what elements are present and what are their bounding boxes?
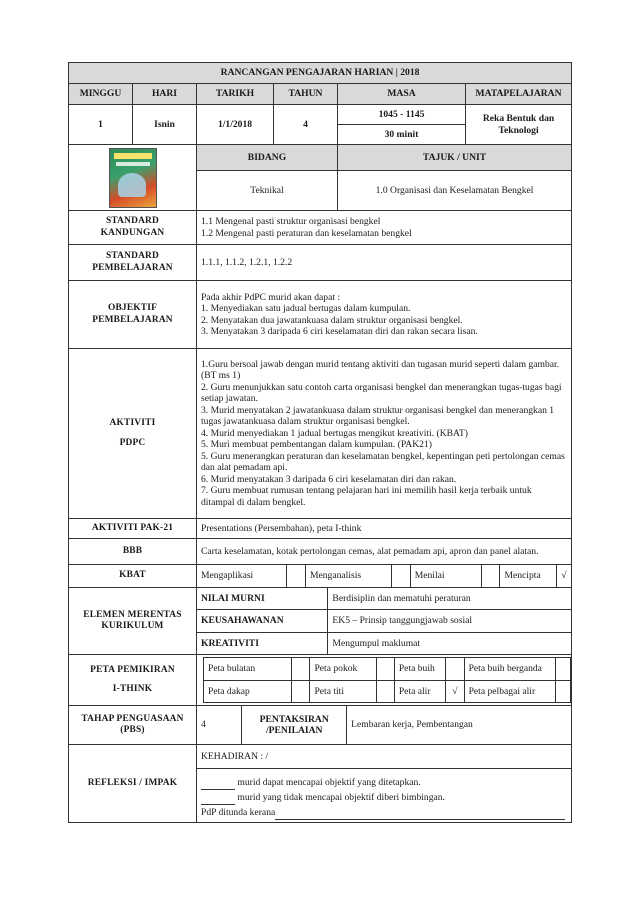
kbat-checkbox bbox=[392, 565, 411, 587]
refleksi-line-1-text: murid dapat mencapai objektif yang ditetapkan. bbox=[237, 776, 421, 788]
peta-option: Peta buih berganda bbox=[464, 658, 556, 681]
header-masa: MASA bbox=[338, 84, 466, 105]
pak21-label: AKTIVITI PAK-21 bbox=[69, 519, 197, 539]
peta-option: Peta titi bbox=[310, 680, 376, 703]
pak21-value: Presentations (Persembahan), peta I-think bbox=[197, 519, 572, 539]
aktiviti-label-line2: PDPC bbox=[119, 437, 146, 448]
peta-options bbox=[197, 655, 572, 706]
bidang-value: Teknikal bbox=[197, 171, 338, 211]
refleksi-line-2 bbox=[201, 790, 567, 805]
aktiviti-line: 6. Murid menyatakan 3 daripada 6 ciri keselamatan diri dan rakan. bbox=[201, 473, 457, 485]
elemen-key: KEUSAHAWANAN bbox=[197, 610, 328, 633]
tajuk-value: 1.0 Organisasi dan Keselamatan Bengkel bbox=[338, 171, 572, 211]
header-hari: HARI bbox=[133, 84, 197, 105]
textbook-cover-image bbox=[109, 148, 157, 208]
kbat-checkbox: √ bbox=[556, 565, 571, 587]
peta-label bbox=[69, 655, 197, 706]
objektif-line: 2. Menyatakan dua jawatankuasa dalam struktur organisasi bengkel. bbox=[201, 314, 463, 326]
standard-kandungan-line: 1.2 Mengenal pasti peraturan dan keselamatan bengkel bbox=[201, 227, 412, 239]
refleksi-content bbox=[197, 745, 572, 823]
kbat-checkbox bbox=[481, 565, 500, 587]
elemen-label: ELEMEN MERENTAS KURIKULUM bbox=[69, 588, 197, 655]
objektif-line: Pada akhir PdPC murid akan dapat : bbox=[201, 291, 341, 303]
aktiviti-label-line1: AKTIVITI bbox=[109, 418, 156, 429]
peta-checkbox bbox=[556, 680, 571, 703]
bbb-label: BBB bbox=[69, 539, 197, 565]
kehadiran-line: KEHADIRAN : / bbox=[197, 746, 571, 769]
pentaksiran-value: Lembaran kerja, Pembentangan bbox=[347, 706, 571, 744]
blank-underline bbox=[275, 810, 565, 820]
peta-checkbox bbox=[556, 658, 571, 681]
blank-underline bbox=[201, 795, 235, 805]
value-hari: Isnin bbox=[133, 105, 197, 145]
standard-kandungan-line: 1.1 Mengenal pasti struktur organisasi bengkel bbox=[201, 216, 381, 227]
pentaksiran-label: PENTAKSIRAN /PENILAIAN bbox=[242, 706, 347, 744]
elemen-value: Berdisiplin dan mematuhi peraturan bbox=[328, 588, 571, 610]
refleksi-label: REFLEKSI / IMPAK bbox=[69, 745, 197, 823]
value-minggu: 1 bbox=[69, 105, 133, 145]
header-minggu: MINGGU bbox=[69, 84, 133, 105]
elemen-value: Mengumpul maklumat bbox=[328, 632, 571, 654]
kbat-label: KBAT bbox=[69, 565, 197, 588]
header-tarikh: TARIKH bbox=[197, 84, 274, 105]
header-tahun: TAHUN bbox=[274, 84, 338, 105]
aktiviti-line: 7. Guru membuat rumusan tentang pelajaran hari ini memilih hasil kerja terbaik untuk ditampal di dalam bengkel. bbox=[201, 485, 532, 508]
elemen-key: NILAI MURNI bbox=[197, 588, 328, 610]
aktiviti-line: 5. Muri membuat pembentangan dalam kumpulan. (PAK21) bbox=[201, 439, 432, 451]
value-tahun: 4 bbox=[274, 105, 338, 145]
objektif-label: OBJEKTIF PEMBELAJARAN bbox=[69, 281, 197, 349]
refleksi-line-3-text: PdP ditunda kerana bbox=[201, 806, 276, 818]
elemen-content bbox=[197, 588, 572, 655]
peta-option: Peta pokok bbox=[310, 658, 376, 681]
kbat-option: Menganalisis bbox=[305, 565, 391, 587]
rph-title: RANCANGAN PENGAJARAN HARIAN | 2018 bbox=[69, 63, 572, 84]
elemen-key: KREATIVITI bbox=[197, 632, 328, 654]
bbb-value: Carta keselamatan, kotak pertolongan cemas, alat pemadam api, apron dan panel alatan. bbox=[197, 539, 572, 565]
textbook-cover-cell bbox=[69, 145, 197, 211]
peta-checkbox bbox=[292, 658, 310, 681]
aktiviti-line: 3. Murid menyatakan 2 jawatankuasa dalam struktur organisasi bengkel dan menerangkan 1 tugas jawatankuasa dalam struktur organisasi bengkel. bbox=[201, 404, 555, 428]
tahap-label: TAHAP PENGUASAAN (PBS) bbox=[69, 706, 197, 745]
aktiviti-label bbox=[69, 349, 197, 519]
aktiviti-line: 1.Guru bersoal jawab dengan murid tentang aktiviti dan tugasan murid seperti dalam gambar. (BT ms 1) bbox=[201, 358, 560, 382]
aktiviti-line: 5. Guru menerangkan peraturan dan keselamatan bengkel, kepentingan peti pertolongan cemas dan alat pemadam api. bbox=[201, 450, 565, 474]
standard-pembelajaran-label: STANDARD PEMBELAJARAN bbox=[69, 245, 197, 281]
peta-checkbox bbox=[292, 680, 310, 703]
peta-option: Peta buih bbox=[394, 658, 445, 681]
peta-option: Peta dakap bbox=[204, 680, 292, 703]
peta-checkbox: √ bbox=[446, 680, 464, 703]
value-tarikh: 1/1/2018 bbox=[197, 105, 274, 145]
aktiviti-content bbox=[197, 349, 572, 519]
peta-label-line2: I-THINK bbox=[112, 684, 153, 694]
document-table-wrapper bbox=[68, 62, 571, 823]
rph-table bbox=[68, 62, 572, 823]
kbat-option: Mencipta bbox=[500, 565, 556, 587]
refleksi-line-1 bbox=[201, 775, 567, 790]
value-masa-duration: 30 minit bbox=[338, 125, 466, 145]
refleksi-line-3 bbox=[201, 805, 567, 820]
refleksi-line-2-text: murid yang tidak mencapai objektif diberi bimbingan. bbox=[237, 791, 445, 803]
elemen-value: EK5 – Prinsip tanggungjawab sosial bbox=[328, 610, 571, 633]
standard-kandungan-label: STANDARD KANDUNGAN bbox=[69, 211, 197, 245]
tahap-content bbox=[197, 706, 572, 745]
objektif-line: 1. Menyediakan satu jadual bertugas dalam kumpulan. bbox=[201, 303, 411, 314]
aktiviti-line: 2. Guru menunjukkan satu contoh carta organisasi bengkel dan menerangkan tugas-tugas bagi setiap jawatan. bbox=[201, 381, 562, 405]
peta-option: Peta pelbagai alir bbox=[464, 680, 556, 703]
tajuk-label: TAJUK / UNIT bbox=[338, 145, 572, 171]
standard-kandungan-content bbox=[197, 211, 572, 245]
standard-pembelajaran-value: 1.1.1, 1.1.2, 1.2.1, 1.2.2 bbox=[197, 245, 572, 281]
peta-option: Peta bulatan bbox=[204, 658, 292, 681]
peta-label-line1: PETA PEMIKIRAN bbox=[90, 664, 175, 675]
value-subject: Reka Bentuk dan Teknologi bbox=[466, 105, 572, 145]
tahap-value: 4 bbox=[197, 706, 242, 744]
kbat-checkbox bbox=[287, 565, 306, 587]
header-matapelajaran: MATAPELAJARAN bbox=[466, 84, 572, 105]
kbat-options bbox=[197, 565, 572, 588]
kbat-option: Menilai bbox=[410, 565, 481, 587]
bidang-label: BIDANG bbox=[197, 145, 338, 171]
peta-checkbox bbox=[376, 680, 394, 703]
peta-checkbox bbox=[446, 658, 464, 681]
kbat-option: Mengaplikasi bbox=[197, 565, 287, 587]
peta-option: Peta alir bbox=[394, 680, 445, 703]
aktiviti-line: 4. Murid menyediakan 1 jadual bertugas mengikut kreativiti. (KBAT) bbox=[201, 427, 468, 439]
objektif-content bbox=[197, 281, 572, 349]
blank-underline bbox=[201, 780, 235, 790]
peta-checkbox bbox=[376, 658, 394, 681]
objektif-line: 3. Menyatakan 3 daripada 6 ciri keselamatan diri dan rakan secara lisan. bbox=[201, 326, 478, 337]
value-masa-time: 1045 - 1145 bbox=[338, 105, 466, 125]
